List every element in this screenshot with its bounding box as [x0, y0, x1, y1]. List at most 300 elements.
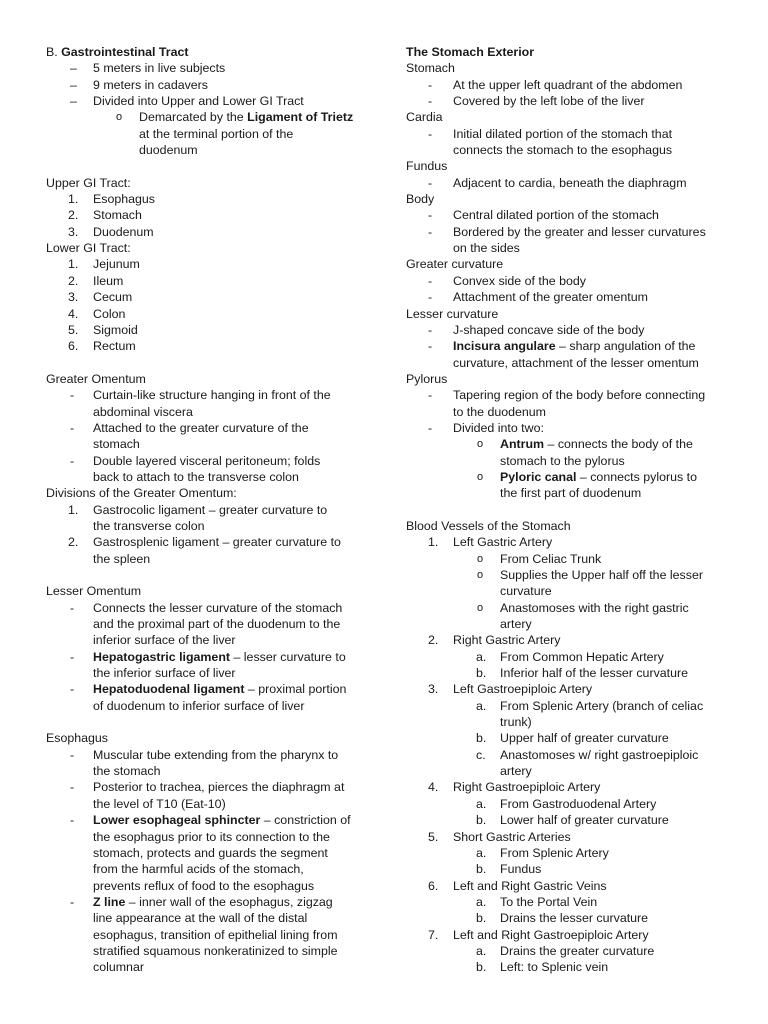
text-segment: Lesser Omentum — [46, 584, 142, 599]
line-text — [93, 616, 340, 632]
line-text — [453, 681, 592, 697]
text-segment: From Common Hepatic Artery — [500, 649, 664, 664]
list-line — [406, 355, 746, 371]
list-line — [406, 322, 746, 338]
line-text — [500, 600, 689, 616]
line-text — [46, 583, 141, 599]
list-line — [46, 534, 376, 550]
list-marker: - — [70, 894, 75, 909]
list-marker: a. — [476, 894, 487, 909]
line-text — [93, 93, 304, 109]
bold-term: Z line — [93, 894, 126, 909]
list-marker: – — [70, 94, 77, 109]
text-segment: Pylorus — [406, 371, 448, 386]
line-text — [93, 306, 125, 322]
line-text — [453, 240, 520, 256]
line-text — [453, 322, 645, 338]
bold-term: Incisura angulare — [453, 339, 556, 354]
list-marker: 1. — [68, 257, 79, 272]
line-text — [406, 158, 447, 174]
text-segment: duodenum — [139, 143, 198, 158]
line-text — [139, 142, 198, 158]
section-heading — [406, 60, 746, 76]
line-text — [500, 551, 601, 567]
text-segment: esophagus, transition of epithelial lining from — [93, 927, 338, 942]
line-text — [93, 534, 341, 550]
list-line — [46, 469, 376, 485]
line-text — [93, 502, 327, 518]
line-text — [406, 256, 503, 272]
bold-term: Gastrointestinal Tract — [61, 45, 189, 59]
line-text — [93, 338, 136, 354]
list-line — [46, 420, 376, 436]
left-column — [46, 44, 376, 976]
text-segment: line appearance at the wall of the distal — [93, 911, 308, 926]
list-marker: 1. — [68, 502, 79, 517]
text-segment: the inferior surface of liver — [93, 666, 236, 681]
list-line — [406, 420, 746, 436]
text-segment: stomach, protects and guards the segment — [93, 845, 328, 860]
section-heading — [406, 44, 746, 60]
line-text — [500, 583, 552, 599]
list-marker: 7. — [428, 927, 439, 942]
line-text — [453, 289, 648, 305]
text-segment: Bordered by the greater and lesser curvatures — [453, 224, 706, 239]
text-segment: Convex side of the body — [453, 273, 586, 288]
line-text — [453, 142, 672, 158]
list-marker: o — [477, 552, 484, 565]
list-marker: - — [428, 224, 433, 239]
line-text — [500, 910, 648, 926]
line-text — [93, 779, 344, 795]
list-marker: 1. — [428, 535, 439, 550]
text-segment: Curtain-like structure hanging in front of the — [93, 388, 331, 403]
list-line — [46, 191, 376, 207]
list-marker: – — [70, 77, 77, 92]
text-segment: 5 meters in live subjects — [93, 61, 226, 76]
text-segment: Drains the lesser curvature — [500, 911, 649, 926]
list-line — [406, 175, 746, 191]
line-text — [453, 927, 649, 943]
text-segment: From Celiac Trunk — [500, 551, 602, 566]
line-text — [93, 387, 331, 403]
section-heading — [46, 44, 376, 60]
line-text — [453, 338, 695, 354]
list-marker: 3. — [428, 682, 439, 697]
line-text — [500, 845, 609, 861]
text-segment: Left and Right Gastric Veins — [453, 878, 607, 893]
blank-line — [46, 714, 376, 730]
text-segment: stomach — [93, 437, 140, 452]
text-segment: curvature, attachment of the lesser omentum — [453, 355, 699, 370]
list-line — [406, 485, 746, 501]
list-line — [46, 436, 376, 452]
line-text — [406, 109, 443, 125]
bold-term: Ligament of Trietz — [247, 110, 354, 125]
text-segment: Upper half of greater curvature — [500, 731, 669, 746]
list-marker: - — [428, 175, 433, 190]
blank-line — [46, 567, 376, 583]
list-marker: - — [428, 77, 433, 92]
list-line — [406, 551, 746, 567]
text-segment: Colon — [93, 306, 126, 321]
list-marker: 4. — [428, 780, 439, 795]
line-text — [453, 175, 687, 191]
list-line — [406, 567, 746, 583]
list-line — [406, 453, 746, 469]
text-segment: Posterior to trachea, pierces the diaphragm at — [93, 780, 345, 795]
text-segment: Left Gastroepiploic Artery — [453, 682, 593, 697]
list-marker: a. — [476, 649, 487, 664]
line-text — [93, 845, 328, 861]
line-text — [93, 436, 140, 452]
list-line — [46, 894, 376, 910]
list-line — [46, 681, 376, 697]
text-segment: Short Gastric Arteries — [453, 829, 571, 844]
line-text — [93, 404, 193, 420]
text-segment: the stomach — [93, 764, 161, 779]
text-segment: Anastomoses w/ right gastroepiploic — [500, 747, 699, 762]
text-segment: Tapering region of the body before connecting — [453, 388, 706, 403]
text-segment: Fundus — [406, 159, 448, 174]
text-segment: artery — [500, 764, 532, 779]
line-text — [46, 371, 146, 387]
line-text — [93, 681, 346, 697]
text-segment: Central dilated portion of the stomach — [453, 208, 659, 223]
list-line — [406, 910, 746, 926]
list-marker: 6. — [428, 878, 439, 893]
text-segment: To the Portal Vein — [500, 894, 598, 909]
list-line — [406, 469, 746, 485]
text-segment: of duodenum to inferior surface of liver — [93, 698, 305, 713]
list-line — [406, 289, 746, 305]
text-segment: Body — [406, 192, 435, 207]
text-segment: Anastomoses with the right gastric — [500, 600, 689, 615]
list-line — [406, 878, 746, 894]
blank-line — [46, 158, 376, 174]
list-marker: o — [116, 111, 123, 124]
text-segment: B. — [46, 45, 62, 59]
text-segment: Greater curvature — [406, 257, 504, 272]
text-segment: At the upper left quadrant of the abdomen — [453, 77, 683, 92]
list-marker: - — [428, 420, 433, 435]
list-line — [406, 534, 746, 550]
text-segment: Fundus — [500, 862, 542, 877]
text-segment: Covered by the left lobe of the liver — [453, 94, 645, 109]
line-text — [93, 420, 309, 436]
list-line — [46, 109, 376, 125]
section-heading — [406, 371, 746, 387]
list-marker: o — [477, 569, 484, 581]
list-line — [46, 289, 376, 305]
list-line — [46, 649, 376, 665]
text-segment: Lesser curvature — [406, 306, 499, 321]
list-line — [406, 861, 746, 877]
blank-line — [46, 355, 376, 371]
text-segment: – constriction of — [260, 813, 351, 828]
list-marker: a. — [476, 796, 487, 811]
text-segment: Left Gastric Artery — [453, 535, 553, 550]
section-heading — [46, 175, 376, 191]
list-line — [46, 518, 376, 534]
text-segment: Adjacent to cardia, beneath the diaphragm — [453, 175, 687, 190]
line-text — [93, 224, 154, 240]
line-text — [406, 371, 447, 387]
list-line — [406, 829, 746, 845]
list-marker: - — [428, 290, 433, 305]
list-line — [46, 698, 376, 714]
list-line — [46, 616, 376, 632]
list-line — [46, 796, 376, 812]
line-text — [500, 861, 541, 877]
list-line — [406, 207, 746, 223]
section-heading — [46, 371, 376, 387]
list-line — [406, 338, 746, 354]
line-text — [93, 829, 330, 845]
text-segment: curvature — [500, 584, 552, 599]
line-text — [93, 469, 299, 485]
line-text — [500, 943, 654, 959]
list-line — [406, 632, 746, 648]
list-line — [406, 779, 746, 795]
list-line — [46, 551, 376, 567]
text-segment: – sharp angulation of the — [555, 339, 696, 354]
list-marker: – — [70, 61, 77, 76]
text-segment: back to attach to the transverse colon — [93, 469, 299, 484]
list-line — [46, 959, 376, 975]
list-line — [46, 943, 376, 959]
list-marker: 3. — [68, 290, 79, 305]
text-segment: the transverse colon — [93, 518, 205, 533]
list-line — [46, 665, 376, 681]
text-segment: Gastrosplenic ligament – greater curvature to — [93, 535, 341, 550]
text-segment: Esophagus — [46, 731, 109, 746]
text-segment: J-shaped concave side of the body — [453, 322, 645, 337]
list-line — [406, 142, 746, 158]
text-segment: Lower GI Tract: — [46, 241, 131, 256]
list-marker: 2. — [68, 535, 79, 550]
line-text — [93, 747, 338, 763]
line-text — [93, 600, 342, 616]
text-segment: columnar — [93, 960, 144, 975]
text-segment: the esophagus prior to its connection to the — [93, 829, 330, 844]
text-segment: from the harmful acids of the stomach, — [93, 862, 304, 877]
line-text — [453, 126, 672, 142]
section-heading — [406, 518, 746, 534]
list-line — [46, 812, 376, 828]
list-line — [46, 502, 376, 518]
text-segment: Muscular tube extending from the pharynx to — [93, 747, 339, 762]
list-marker: 5. — [68, 322, 79, 337]
text-segment: trunk) — [500, 715, 532, 730]
text-segment: Upper GI Tract: — [46, 175, 131, 190]
list-marker: b. — [476, 731, 487, 746]
line-text — [93, 77, 208, 93]
list-line — [46, 93, 376, 109]
section-heading — [406, 256, 746, 272]
bold-term: Hepatogastric ligament — [93, 649, 231, 664]
list-marker: 3. — [68, 224, 79, 239]
list-marker: o — [477, 438, 484, 451]
text-segment: – connects the body of the — [544, 437, 693, 452]
line-text — [453, 224, 706, 240]
list-marker: b. — [476, 862, 487, 877]
text-segment: Stomach — [93, 208, 142, 223]
list-marker: 1. — [68, 192, 79, 207]
line-text — [139, 126, 293, 142]
line-text — [500, 469, 697, 485]
list-line — [46, 404, 376, 420]
text-segment: to the duodenum — [453, 404, 547, 419]
text-segment: stomach to the pylorus — [500, 453, 625, 468]
text-segment: artery — [500, 617, 532, 632]
list-line — [406, 600, 746, 616]
line-text — [453, 779, 600, 795]
text-segment: Attached to the greater curvature of the — [93, 420, 309, 435]
line-text — [500, 730, 669, 746]
line-text — [500, 567, 703, 583]
line-text — [46, 44, 189, 60]
list-line — [46, 273, 376, 289]
list-line — [46, 256, 376, 272]
line-text — [500, 714, 532, 730]
text-segment: Jejunum — [93, 257, 140, 272]
list-line — [406, 404, 746, 420]
list-line — [406, 763, 746, 779]
list-line — [406, 894, 746, 910]
line-text — [453, 534, 552, 550]
line-text — [500, 616, 532, 632]
bold-term: Antrum — [500, 437, 545, 452]
line-text — [500, 796, 656, 812]
text-segment: Sigmoid — [93, 322, 138, 337]
line-text — [453, 93, 644, 109]
section-heading — [46, 730, 376, 746]
list-line — [406, 436, 746, 452]
list-line — [406, 681, 746, 697]
line-text — [453, 77, 682, 93]
text-segment: From Splenic Artery — [500, 845, 609, 860]
line-text — [93, 665, 236, 681]
line-text — [139, 109, 353, 125]
list-marker: - — [70, 813, 75, 828]
line-text — [406, 44, 534, 60]
list-marker: a. — [476, 845, 487, 860]
list-marker: - — [70, 420, 75, 435]
line-text — [500, 649, 664, 665]
text-segment: abdominal viscera — [93, 404, 193, 419]
list-marker: b. — [476, 911, 487, 926]
list-marker: - — [70, 649, 75, 664]
text-segment: Attachment of the greater omentum — [453, 290, 648, 305]
line-text — [93, 796, 226, 812]
line-text — [93, 861, 304, 877]
blank-line — [406, 502, 746, 518]
line-text — [406, 60, 455, 76]
line-text — [453, 829, 571, 845]
list-marker: o — [477, 470, 484, 483]
list-line — [46, 453, 376, 469]
line-text — [93, 191, 155, 207]
list-line — [406, 665, 746, 681]
section-heading — [46, 583, 376, 599]
list-line — [406, 845, 746, 861]
line-text — [46, 175, 131, 191]
line-text — [93, 927, 338, 943]
text-segment: on the sides — [453, 241, 520, 256]
list-marker: - — [70, 682, 75, 697]
list-line — [406, 714, 746, 730]
line-text — [406, 191, 434, 207]
list-marker: - — [428, 339, 433, 354]
line-text — [93, 910, 307, 926]
text-segment: Double layered visceral peritoneum; folds — [93, 453, 321, 468]
text-segment: Right Gastroepiploic Artery — [453, 780, 601, 795]
list-marker: 4. — [68, 306, 79, 321]
line-text — [500, 485, 641, 501]
line-text — [46, 485, 237, 501]
list-marker: 2. — [68, 273, 79, 288]
text-segment: Left and Right Gastroepiploic Artery — [453, 927, 649, 942]
bold-term: Hepatoduodenal ligament — [93, 682, 245, 697]
list-marker: - — [70, 747, 75, 762]
text-segment: Rectum — [93, 339, 136, 354]
list-line — [46, 126, 376, 142]
line-text — [93, 453, 320, 469]
list-line — [46, 322, 376, 338]
list-marker: b. — [476, 813, 487, 828]
list-line — [406, 796, 746, 812]
line-text — [46, 730, 108, 746]
list-marker: - — [70, 453, 75, 468]
list-marker: - — [428, 94, 433, 109]
text-segment: prevents reflux of food to the esophagus — [93, 878, 315, 893]
text-segment: Inferior half of the lesser curvature — [500, 666, 689, 681]
line-text — [46, 240, 131, 256]
list-line — [406, 959, 746, 975]
list-marker: 6. — [68, 339, 79, 354]
section-heading — [406, 306, 746, 322]
text-segment: stratified squamous nonkeratinized to simple — [93, 943, 338, 958]
line-text — [500, 665, 688, 681]
list-line — [46, 910, 376, 926]
line-text — [500, 698, 703, 714]
section-heading — [406, 109, 746, 125]
list-line — [406, 649, 746, 665]
text-segment: – lesser curvature to — [230, 649, 346, 664]
list-marker: b. — [476, 960, 487, 975]
list-line — [406, 93, 746, 109]
text-segment: Left: to Splenic vein — [500, 960, 609, 975]
text-segment: Connects the lesser curvature of the stomach — [93, 600, 343, 615]
text-segment: Cecum — [93, 290, 133, 305]
line-text — [93, 943, 338, 959]
list-line — [46, 927, 376, 943]
text-segment: Drains the greater curvature — [500, 943, 655, 958]
list-line — [46, 207, 376, 223]
list-line — [46, 845, 376, 861]
list-line — [46, 779, 376, 795]
line-text — [500, 894, 597, 910]
line-text — [453, 878, 607, 894]
line-text — [93, 60, 225, 76]
line-text — [93, 207, 142, 223]
text-segment: Divisions of the Greater Omentum: — [46, 486, 237, 501]
list-line — [406, 927, 746, 943]
list-line — [406, 698, 746, 714]
text-segment: Initial dilated portion of the stomach that — [453, 126, 673, 141]
text-segment: Right Gastric Artery — [453, 633, 561, 648]
